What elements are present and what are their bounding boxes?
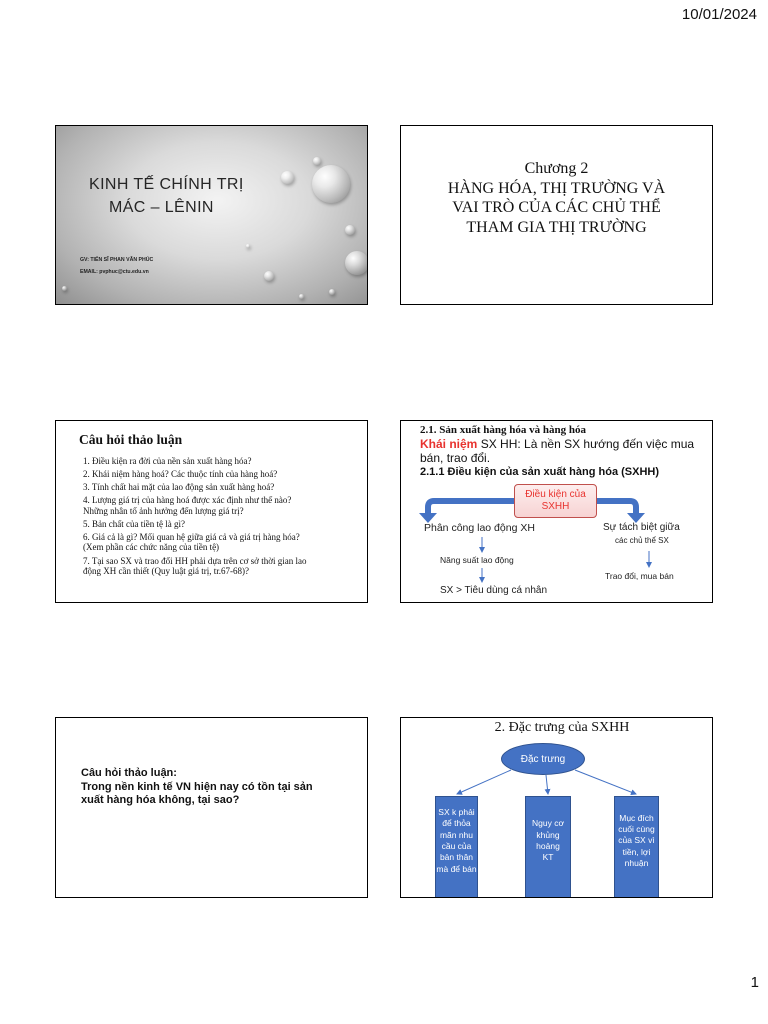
water-droplet bbox=[281, 171, 294, 184]
right-branch-cause: Sự tách biệt giữa bbox=[603, 522, 680, 533]
slide-heading: 2. Đặc trưng của SXHH bbox=[494, 720, 630, 735]
connector-arrow bbox=[575, 770, 636, 794]
chapter-number: Chương 2 bbox=[524, 160, 589, 177]
chapter-title-line: HÀNG HÓA, THỊ TRƯỜNG VÀ bbox=[447, 179, 666, 197]
feature-box: Nguy cơ khủng hoảng KT bbox=[525, 796, 571, 898]
discussion-question: Trong nền kinh tế VN hiện nay có tồn tại sản xuất hàng hóa không, tại sao? bbox=[81, 780, 313, 806]
lecturer-email: EMAIL: pvphuc@ctu.edu.vn bbox=[80, 269, 149, 275]
slide-4-commodity-production bbox=[400, 420, 713, 603]
list-item: 1. Điều kiện ra đời của nền sản xuất hàng hóa? bbox=[83, 456, 252, 466]
left-branch-step-2: SX > Tiêu dùng cá nhân bbox=[440, 585, 548, 596]
water-droplet bbox=[312, 165, 350, 203]
list-item: 2. Khái niệm hàng hoá? Các thuộc tính của hàng hoá? bbox=[83, 469, 278, 480]
list-item: 3. Tính chất hai mặt của lao động sản xuất hàng hoá? bbox=[83, 482, 275, 493]
water-droplet bbox=[313, 157, 321, 165]
slide-2-chapter bbox=[400, 125, 713, 305]
concept-text: SX HH: Là nền SX hướng đến việc mua bán, trao đổi. bbox=[420, 437, 695, 465]
slide-5-discussion-question bbox=[55, 717, 368, 898]
slide-3-discussion-questions bbox=[55, 420, 368, 603]
page-number: 1 bbox=[750, 974, 759, 991]
chapter-title-block bbox=[401, 159, 712, 238]
concept-label: Khái niệm bbox=[420, 437, 478, 451]
course-title-line-2: MÁC – LÊNIN bbox=[109, 199, 214, 216]
slide-heading: Câu hỏi thảo luận bbox=[79, 432, 183, 447]
feature-box: SX k phải để thỏa mãn nhu cầu của bản thân mà để bán bbox=[435, 796, 478, 898]
water-droplet bbox=[345, 251, 368, 275]
list-item: 4. Lượng giá trị của hàng hoá được xác định như thế nào? Những nhân tố ảnh hưởng đến lượng giá trị? bbox=[83, 495, 292, 516]
right-branch-cause-detail: các chủ thể SX bbox=[615, 536, 669, 545]
arrow-down-icon bbox=[479, 547, 485, 553]
connector-arrow bbox=[546, 775, 548, 794]
list-item: 7. Tại sao SX và trao đổi HH phải dựa trên cơ sở thời gian lao động XH cần thiết (Quy luật giá trị, tr.67-68)? bbox=[83, 555, 307, 577]
course-title-line-1: KINH TẾ CHÍNH TRỊ bbox=[89, 176, 244, 193]
chapter-title-line: THAM GIA THỊ TRƯỜNG bbox=[466, 219, 647, 237]
feature-box: Mục đích cuối cùng của SX vì tiền, lợi nhuận bbox=[614, 796, 659, 898]
left-branch-cause: Phân công lao động XH bbox=[424, 522, 535, 534]
lecturer-name: GV: TIẾN SĨ PHAN VĂN PHÚC bbox=[80, 257, 154, 263]
water-droplet bbox=[345, 225, 355, 235]
slide-heading: Câu hỏi thảo luận: bbox=[81, 767, 177, 779]
subheading: 2.1.1 Điều kiện của sản xuất hàng hóa (SXHH) bbox=[420, 466, 660, 478]
right-branch-result: Trao đổi, mua bán bbox=[605, 571, 674, 581]
water-droplet bbox=[299, 294, 304, 299]
condition-box: Điều kiện của SXHH bbox=[514, 484, 597, 518]
connector-arrow bbox=[457, 770, 511, 794]
arrow-down-icon bbox=[479, 577, 485, 583]
slide-6-characteristics bbox=[400, 717, 713, 898]
water-droplet bbox=[246, 244, 250, 248]
central-node: Đặc trưng bbox=[501, 743, 585, 775]
slide-heading: 2.1. Sản xuất hàng hóa và hàng hóa bbox=[420, 424, 586, 436]
arrow-down-icon bbox=[646, 562, 652, 568]
left-branch-step-1: Năng suất lao động bbox=[440, 555, 514, 565]
chapter-title-line: VAI TRÒ CỦA CÁC CHỦ THỂ bbox=[452, 199, 661, 217]
water-droplet bbox=[62, 286, 67, 291]
water-droplet bbox=[329, 289, 335, 295]
list-item: 5. Bản chất của tiền tệ là gì? bbox=[83, 518, 185, 529]
discussion-block bbox=[81, 767, 313, 808]
slide-1-title bbox=[55, 125, 368, 305]
list-item: 6. Giá cả là gì? Mối quan hệ giữa giá cả và giá trị hàng hóa? (Xem phần các chức năng của tiền tệ) bbox=[83, 531, 300, 553]
water-droplet bbox=[264, 271, 274, 281]
print-date: 10/01/2024 bbox=[681, 6, 757, 23]
question-list bbox=[83, 456, 306, 579]
